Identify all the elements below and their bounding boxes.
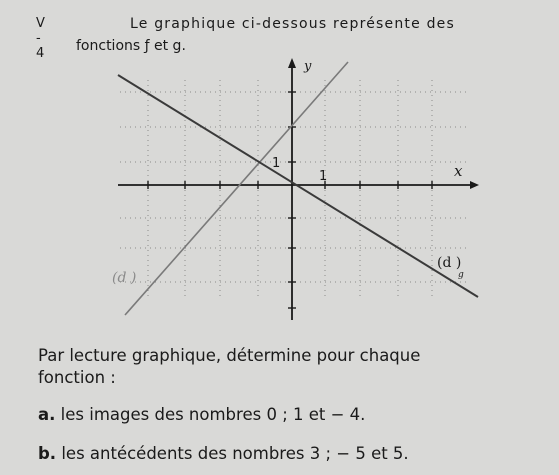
intro-line-2: fonctions ƒ et g. <box>76 38 186 54</box>
y-axis-label: y <box>304 59 312 74</box>
x-axis-arrow <box>470 181 479 189</box>
question-item-b <box>38 444 409 463</box>
item-a-marker: a. <box>38 405 56 424</box>
grid <box>120 80 470 300</box>
line-dg <box>118 75 478 297</box>
tick-label-y-1: 1 <box>272 156 281 171</box>
question-prompt-line-1: Par lecture graphique, détermine pour chaque <box>38 346 421 365</box>
item-b-text: les antécédents des nombres 3 ; − 5 et 5. <box>61 444 409 463</box>
item-a-text: les images des nombres 0 ; 1 et − 4. <box>60 405 366 424</box>
x-axis-label: x <box>454 162 463 180</box>
function-graph <box>0 50 559 335</box>
y-axis-arrow <box>288 58 296 68</box>
tick-label-x-1: 1 <box>319 169 328 184</box>
intro-line-1: Le graphique ci-dessous représente des <box>130 16 455 32</box>
axis-ticks <box>148 92 432 308</box>
line-g-subscript: g <box>458 270 464 280</box>
exercise-number: V - 4 <box>36 16 46 61</box>
question-item-a <box>38 405 365 424</box>
line-g-label: (d ) <box>437 255 462 271</box>
item-b-marker: b. <box>38 444 57 463</box>
question-prompt-line-2: fonction : <box>38 368 116 387</box>
line-f-label: (d ) <box>112 270 137 286</box>
